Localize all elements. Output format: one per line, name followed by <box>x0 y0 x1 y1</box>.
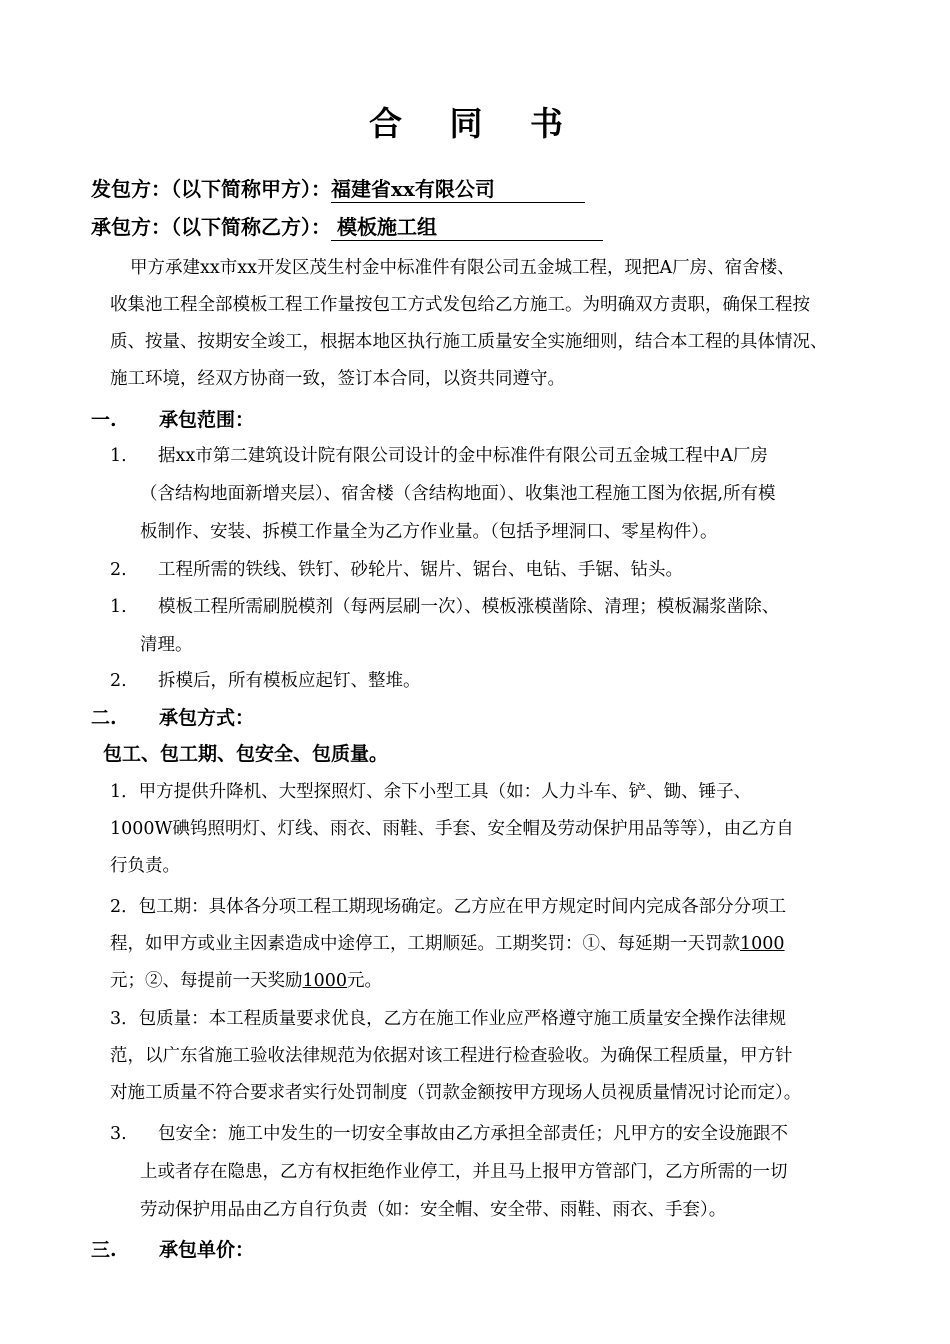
section-1-heading <box>91 405 254 435</box>
list-item <box>110 437 870 551</box>
paragraph-line: 行负责。 <box>110 856 180 876</box>
intro-line: 甲方承建xx市xx开发区茂生村金中标准件有限公司五金城工程，现把A厂房、宿舍楼、 <box>130 258 795 278</box>
item-line: 上或者存在隐患，乙方有权拒绝作业停工，并且马上报甲方管部门，乙方所需的一切 <box>140 1162 788 1182</box>
text-run: 程，如甲方或业主因素造成中途停工，工期顺延。工期奖罚：①、每延期一天罚款 <box>110 934 740 954</box>
penalty-amount: 1000 <box>740 934 785 954</box>
item-line: 工程所需的铁线、铁钉、砂轮片、锯片、锯台、电钻、手锯、钻头。 <box>158 560 683 580</box>
item-number: 1. <box>110 597 127 617</box>
item-line: 劳动保护用品由乙方自行负责（如：安全帽、安全带、雨鞋、雨衣、手套）。 <box>140 1200 727 1220</box>
item-number: 3. <box>110 1124 127 1144</box>
list-item-safety <box>110 1115 870 1229</box>
item-line: 据xx市第二建筑设计院有限公司设计的金中标准件有限公司五金城工程中A厂房 <box>158 446 768 466</box>
paragraph-line <box>110 926 870 963</box>
paragraph-quality <box>110 1001 870 1112</box>
item-text <box>110 437 870 551</box>
section-2-heading <box>91 703 254 733</box>
item-text <box>110 588 870 664</box>
list-item <box>110 662 870 700</box>
item-line: （含结构地面新增夹层）、宿舍楼（含结构地面）、收集池工程施工图为依据,所有模 <box>140 484 776 504</box>
item-line: 板制作、安装、拆模工作量全为乙方作业量。（包括予埋洞口、零星构件）。 <box>140 522 718 542</box>
party-a-line <box>91 174 585 204</box>
party-a-label: 发包方：（以下简称甲方）： <box>91 177 331 201</box>
item-text <box>110 662 870 700</box>
item-number: 2. <box>110 560 127 580</box>
party-b-label: 承包方：（以下简称乙方）： <box>91 215 331 239</box>
intro-line: 施工环境，经双方协商一致，签订本合同，以资共同遵守。 <box>110 369 565 389</box>
section-number: 一. <box>91 409 117 431</box>
section-title: 承包单价： <box>159 1239 255 1261</box>
intro-line: 质、按量、按期安全竣工，根据本地区执行施工质量安全实施细则，结合本工程的具体情况、 <box>110 332 828 352</box>
section-number: 三. <box>91 1239 117 1261</box>
item-number: 2. <box>110 671 127 691</box>
paragraph-line: 2．包工期：具体各分项工程工期现场确定。乙方应在甲方规定时间内完成各部分分项工 <box>110 897 787 917</box>
list-item <box>110 588 870 664</box>
intro-paragraph <box>110 250 870 398</box>
paragraph-schedule <box>110 889 870 1000</box>
paragraph-line: 1000W碘钨照明灯、灯线、雨衣、雨鞋、手套、安全帽及劳动保护用品等等），由乙方自 <box>110 819 794 839</box>
reward-amount: 1000 <box>302 971 348 991</box>
section-2-subtitle: 包工、包工期、包安全、包质量。 <box>103 743 389 765</box>
section-title: 承包方式： <box>159 707 255 729</box>
item-line: 清理。 <box>140 635 193 655</box>
paragraph-line: 范，以广东省施工验收法律规范为依据对该工程进行检查验收。为确保工程质量，甲方针 <box>110 1046 793 1066</box>
party-b-value: 模板施工组 <box>331 214 603 241</box>
intro-line: 收集池工程全部模板工程工作量按包工方式发包给乙方施工。为明确双方责职，确保工程按 <box>110 295 810 315</box>
section-number: 二. <box>91 707 117 729</box>
text-run: 元。 <box>347 971 383 991</box>
item-text <box>110 1115 870 1229</box>
item-line: 拆模后，所有模板应起钉、整堆。 <box>158 671 421 691</box>
paragraph-line: 对施工质量不符合要求者实行处罚制度（罚款金额按甲方现场人员视质量情况讨论而定）。 <box>110 1083 802 1103</box>
page-title: 合 同 书 <box>369 104 581 143</box>
item-text <box>110 551 870 589</box>
section-3-heading <box>91 1235 254 1265</box>
paragraph-tools <box>110 774 870 885</box>
text-run: 元；②、每提前一天奖励 <box>110 971 303 991</box>
section-title: 承包范围： <box>159 409 255 431</box>
item-line: 包安全：施工中发生的一切安全事故由乙方承担全部责任；凡甲方的安全设施跟不 <box>158 1124 788 1144</box>
item-number: 1. <box>110 446 127 466</box>
party-a-value: 福建省xx有限公司 <box>331 176 585 203</box>
paragraph-line: 3．包质量：本工程质量要求优良，乙方在施工作业应严格遵守施工质量安全操作法律规 <box>110 1009 787 1029</box>
paragraph-line: 1．甲方提供升降机、大型探照灯、余下小型工具（如：人力斗车、铲、锄、锤子、 <box>110 782 752 802</box>
list-item <box>110 551 870 589</box>
party-b-line <box>91 212 603 242</box>
paragraph-line <box>110 963 870 1000</box>
item-line: 模板工程所需刷脱模剂（每两层刷一次）、模板涨模凿除、清理；模板漏浆凿除、 <box>158 597 780 617</box>
